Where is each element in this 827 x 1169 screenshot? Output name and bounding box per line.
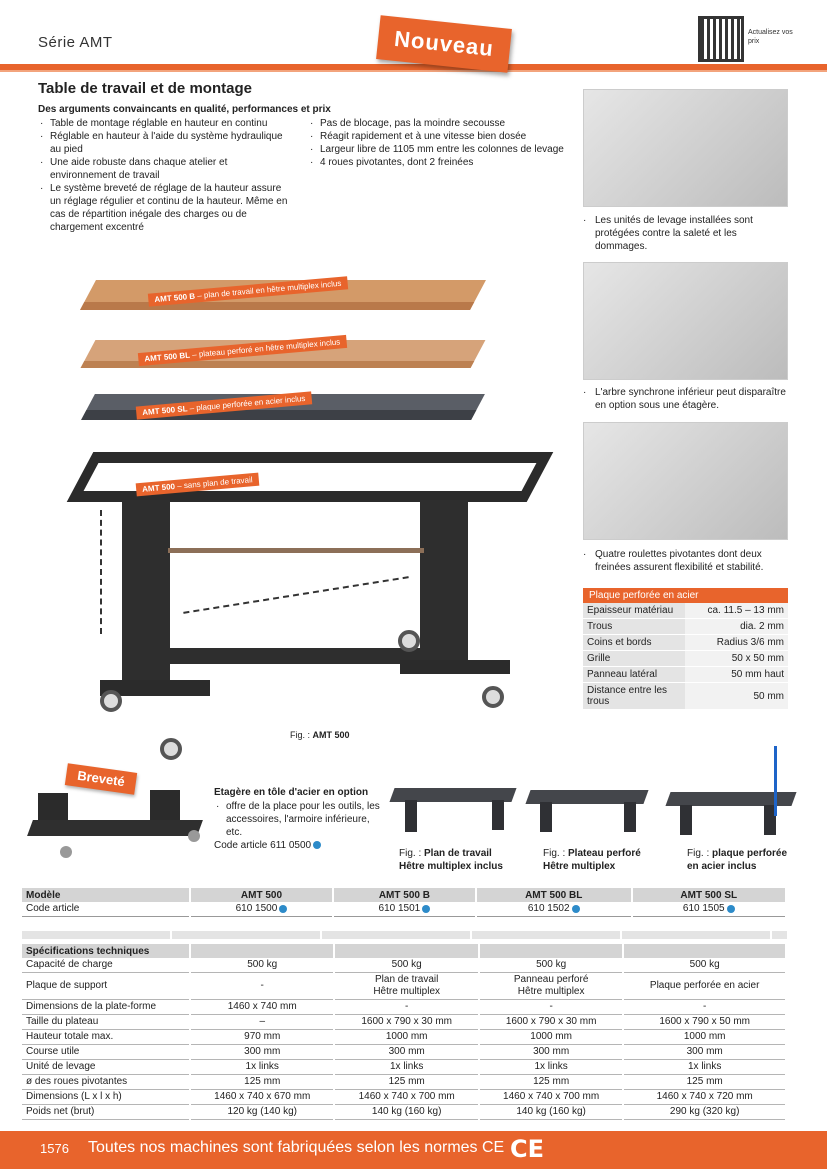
cell-value: 1600 x 790 x 50 mm [623, 1015, 786, 1030]
table-row [22, 1000, 786, 1015]
cell-value: 140 kg (160 kg) [479, 1105, 623, 1120]
shelf-title: Etagère en tôle d'acier en option [214, 787, 369, 798]
row-label: Course utile [22, 1045, 190, 1060]
cell-value: Plaque perforée en acier [623, 973, 786, 1000]
patented-badge: Breveté [65, 763, 137, 795]
table-header-row: Spécifications techniques [22, 944, 786, 958]
table-header-row: Modèle AMT 500 AMT 500 B AMT 500 BL AMT 500 SL [22, 888, 786, 902]
variant-label: AMT 500 B – plan de travail en hêtre multiplex inclus [148, 276, 348, 306]
cell-value: 120 kg (140 kg) [190, 1105, 334, 1120]
spec-row: Coins et bords Radius 3/6 mm [583, 635, 788, 651]
figure-caption: Fig. : Plateau perforé Hêtre multiplex [543, 848, 641, 872]
cell-value: 1460 x 740 x 700 mm [479, 1090, 623, 1105]
specs-table [22, 944, 787, 1120]
feature-item: · 4 roues pivotantes, dont 2 freinées [308, 156, 568, 169]
cell-value: 1x links [479, 1060, 623, 1075]
spec-box-title: Plaque perforée en acier [583, 588, 788, 603]
cell-value: 1600 x 790 x 30 mm [334, 1015, 478, 1030]
caster-wheel-icon [482, 686, 504, 708]
table-leg-left [122, 500, 170, 690]
cell-value: 1460 x 740 x 700 mm [334, 1090, 478, 1105]
lifting-unit-photo [583, 89, 788, 207]
feature-list-left [38, 117, 293, 234]
row-label: Poids net (brut) [22, 1105, 190, 1120]
row-label: Capacité de charge [22, 958, 190, 973]
table-leg [624, 802, 636, 832]
cell-value: 290 kg (320 kg) [623, 1105, 786, 1120]
feature-item: · Largeur libre de 1105 mm entre les colonnes de levage [308, 143, 568, 156]
table-leg [405, 800, 417, 832]
feature-item: · Table de montage réglable en hauteur en continu [38, 117, 293, 130]
cell-value: 1x links [190, 1060, 334, 1075]
cell-value: 140 kg (160 kg) [334, 1105, 478, 1120]
page-title: Table de travail et de montage [38, 80, 252, 97]
table-row: Code article 610 1500 610 1501 610 1502 610 1505 [22, 902, 786, 916]
sync-shaft [168, 548, 424, 553]
height-arrow-icon [100, 510, 102, 634]
cell-value: 1x links [623, 1060, 786, 1075]
row-label: Dimensions (L x l x h) [22, 1090, 190, 1105]
cell-value: – [190, 1015, 334, 1030]
table-row [22, 1075, 786, 1090]
cell-value: 1000 mm [334, 1030, 478, 1045]
feature-item: · Pas de blocage, pas la moindre secousse [308, 117, 568, 130]
shelf-description [214, 800, 384, 852]
caster-wheel-icon [188, 830, 200, 842]
footer-text: Toutes nos machines sont fabriquées selon les normes CE [88, 1139, 505, 1156]
width-arrow-icon [183, 576, 409, 614]
table-leg [492, 800, 504, 830]
info-icon[interactable] [572, 905, 580, 913]
cell-value: 300 mm [479, 1045, 623, 1060]
feature-item: · Le système breveté de réglage de la hauteur assure un réglage régulier et continu de la hauteur. Même en cas de répartition inégale des charges ou de chargement excentré [38, 182, 293, 234]
spec-row: Trous dia. 2 mm [583, 619, 788, 635]
cell-value: 970 mm [190, 1030, 334, 1045]
ce-mark-icon: CE [510, 1135, 545, 1163]
cell-value: 300 mm [334, 1045, 478, 1060]
table-leg-right [420, 500, 468, 670]
caster-wheel-icon [160, 738, 182, 760]
cell-value: 1460 x 740 x 720 mm [623, 1090, 786, 1105]
header-rule-light [0, 70, 827, 72]
caster-wheel-icon [398, 630, 420, 652]
figure-caption: Fig. : plaque perforée en acier inclus [687, 848, 788, 872]
cell-value: 300 mm [623, 1045, 786, 1060]
cell-value: Plan de travail Hêtre multiplex [334, 973, 478, 1000]
cell-value: - [479, 1000, 623, 1015]
cell-value: 1000 mm [623, 1030, 786, 1045]
row-label: ø des roues pivotantes [22, 1075, 190, 1090]
cell-value: 125 mm [479, 1075, 623, 1090]
cell-value: - [334, 1000, 478, 1015]
new-badge: Nouveau [376, 15, 512, 73]
cell-value: 125 mm [190, 1075, 334, 1090]
cell-value: 1x links [334, 1060, 478, 1075]
photo-caption: · L'arbre synchrone inférieur peut disparaître en option sous une étagère. [583, 387, 786, 411]
synchronous-shaft-photo [583, 262, 788, 380]
page-number: 1576 [40, 1141, 69, 1156]
figure-caption: Fig. : Plan de travail Hêtre multiplex inclus [399, 848, 503, 872]
table-row [22, 1090, 786, 1105]
info-icon[interactable] [279, 905, 287, 913]
cell-value: 500 kg [623, 958, 786, 973]
table-leg [680, 805, 692, 835]
variant-label: AMT 500 – sans plan de travail [136, 473, 259, 497]
cell-value: 300 mm [190, 1045, 334, 1060]
info-icon[interactable] [313, 841, 321, 849]
cell-value: 1460 x 740 x 670 mm [190, 1090, 334, 1105]
cell-value: 500 kg [334, 958, 478, 973]
caster-wheel-icon [60, 846, 72, 858]
cell-value: 1460 x 740 mm [190, 1000, 334, 1015]
cell-value: 1600 x 790 x 30 mm [479, 1015, 623, 1030]
table-row [22, 1030, 786, 1045]
cell-value: - [623, 1000, 786, 1015]
feature-item: · Une aide robuste dans chaque atelier et environnement de travail [38, 156, 293, 182]
variant-label: AMT 500 BL – plateau perforé en hêtre multiplex inclus [138, 335, 347, 366]
spec-row: Epaisseur matériau ca. 11.5 – 13 mm [583, 603, 788, 619]
table-row [22, 1045, 786, 1060]
cell-value: 500 kg [190, 958, 334, 973]
model-table [22, 888, 787, 917]
spec-row: Grille 50 x 50 mm [583, 651, 788, 667]
variant-label: AMT 500 SL – plaque perforée en acier inclus [136, 391, 312, 419]
table-leg [540, 802, 552, 832]
cell-value: 125 mm [623, 1075, 786, 1090]
row-label: Dimensions de la plate-forme [22, 1000, 190, 1015]
steel-plate-spec-box [583, 588, 788, 710]
spec-row: Panneau latéral 50 mm haut [583, 667, 788, 683]
table-row [22, 1105, 786, 1120]
shelf-line: · offre de la place pour les outils, les accessoires, l'armoire inférieure, etc. [214, 800, 384, 839]
qr-label: Actualisez vos prix [748, 29, 793, 45]
table-divider [22, 931, 787, 939]
info-icon[interactable] [422, 905, 430, 913]
cell-value: Panneau perforé Hêtre multiplex [479, 973, 623, 1000]
spec-row: Distance entre les trous 50 mm [583, 683, 788, 710]
foot-right [400, 660, 510, 674]
row-label: Unité de levage [22, 1060, 190, 1075]
table-row [22, 973, 786, 1000]
caster-wheel-icon [100, 690, 122, 712]
series-title: Série AMT [38, 34, 113, 51]
cell-value: 1000 mm [479, 1030, 623, 1045]
row-label: Hauteur totale max. [22, 1030, 190, 1045]
photo-caption: · Quatre roulettes pivotantes dont deux freinées assurent flexibilité et stabilité. [583, 549, 764, 573]
blue-marker [774, 746, 777, 816]
row-label: Taille du plateau [22, 1015, 190, 1030]
caster-wheel-photo [583, 422, 788, 540]
cross-bar [168, 648, 428, 664]
photo-caption: · Les unités de levage installées sont protégées contre la saleté et les dommages. [583, 215, 753, 252]
row-label: Plaque de support [22, 973, 190, 1000]
qr-code-icon[interactable] [698, 16, 744, 62]
table-row [22, 958, 786, 973]
info-icon[interactable] [727, 905, 735, 913]
figure-caption: Fig. : AMT 500 [290, 730, 350, 740]
cell-value: 500 kg [479, 958, 623, 973]
feature-item: · Réagit rapidement et à une vitesse bien dosée [308, 130, 568, 143]
cell-value: 125 mm [334, 1075, 478, 1090]
feature-list-right [308, 117, 568, 169]
cell-value: - [190, 973, 334, 1000]
shelf-code: Code article 611 0500 [214, 839, 384, 852]
shelf-base [27, 820, 203, 836]
intro-subtitle: Des arguments convaincants en qualité, performances et prix [38, 104, 331, 115]
feature-item: · Réglable en hauteur à l'aide du système hydraulique au pied [38, 130, 293, 156]
table-row [22, 1015, 786, 1030]
shelf-post [150, 790, 180, 822]
table-row [22, 1060, 786, 1075]
